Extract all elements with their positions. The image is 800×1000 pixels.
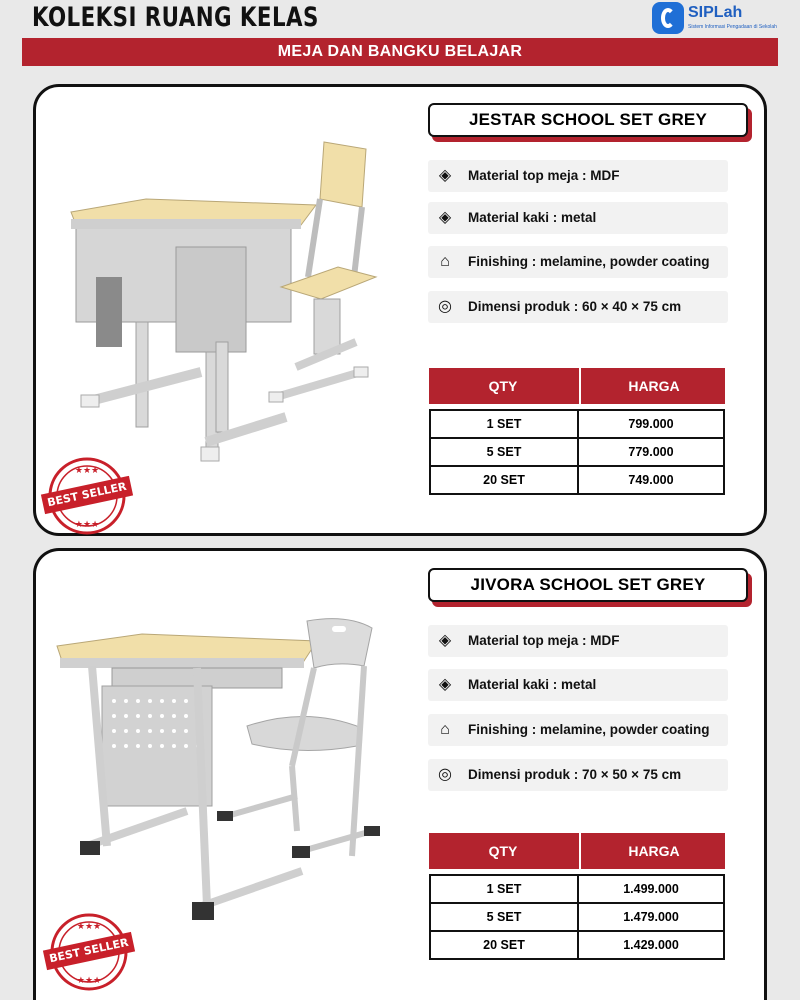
house-paint-icon: ⌂ (440, 721, 450, 738)
svg-text:★★★: ★★★ (74, 519, 100, 529)
price-cell: 1.499.000 (623, 882, 679, 896)
qty-cell: 20 SET (431, 932, 579, 958)
layers-icon: ◈ (438, 209, 452, 226)
feature-row (428, 625, 728, 657)
layers-icon: ◈ (438, 632, 452, 649)
best-seller-badge (50, 913, 128, 991)
svg-text:★★★: ★★★ (76, 975, 102, 985)
price-table-header (429, 833, 725, 869)
product-name-jestar: JESTAR SCHOOL SET GREY (428, 103, 748, 137)
best-seller-label: BEST SELLER (43, 932, 135, 970)
price-header: HARGA (579, 368, 727, 404)
feature-text: Material kaki : metal (468, 210, 597, 225)
logo-text: SIPLah (688, 4, 743, 21)
table-row (431, 439, 723, 467)
feature-text: Finishing : melamine, powder coating (468, 254, 710, 269)
qty-header: QTY (488, 843, 518, 859)
qty-cell: 5 SET (431, 439, 579, 465)
feature-text: Material kaki : metal (468, 677, 597, 692)
table-row (431, 876, 723, 904)
price-cell: 779.000 (628, 445, 674, 459)
price-cell: 749.000 (628, 473, 674, 487)
product-name-jivora: JIVORA SCHOOL SET GREY (428, 568, 748, 602)
feature-text: Material top meja : MDF (468, 633, 620, 648)
feature-row (428, 714, 728, 746)
qty-header: QTY (488, 378, 518, 394)
price-cell: 1.479.000 (623, 910, 679, 924)
table-row (431, 932, 723, 958)
siplah-logo (652, 2, 782, 36)
logo-subtext: Sistem Informasi Pengadaan di Sekolah (688, 24, 777, 30)
tape-measure-icon: ◎ (438, 766, 452, 783)
desk-chair-illustration-jestar (56, 137, 396, 477)
layers-icon: ◈ (438, 167, 452, 184)
feature-row (428, 759, 728, 791)
best-seller-label: BEST SELLER (41, 476, 133, 514)
feature-text: Finishing : melamine, powder coating (468, 722, 710, 737)
feature-text: Dimensi produk : 70 × 50 × 75 cm (468, 767, 682, 782)
svg-text:★★★: ★★★ (76, 921, 102, 931)
siplah-logo-icon (652, 2, 684, 34)
price-header: HARGA (579, 833, 727, 869)
price-cell: 799.000 (628, 417, 674, 431)
feature-row (428, 160, 728, 192)
table-row (431, 467, 723, 493)
price-table (429, 409, 725, 495)
house-paint-icon: ⌂ (440, 253, 450, 270)
desk-chair-illustration-jivora (52, 606, 402, 936)
product-card-jestar (33, 84, 767, 536)
feature-row (428, 246, 728, 278)
table-row (431, 904, 723, 932)
qty-cell: 1 SET (431, 411, 579, 437)
price-table (429, 874, 725, 960)
feature-row (428, 669, 728, 701)
svg-text:★★★: ★★★ (74, 465, 100, 475)
subtitle-bar: MEJA DAN BANGKU BELAJAR (22, 38, 778, 66)
qty-cell: 1 SET (431, 876, 579, 902)
layers-icon: ◈ (438, 676, 452, 693)
qty-cell: 20 SET (431, 467, 579, 493)
feature-text: Material top meja : MDF (468, 168, 620, 183)
best-seller-badge (48, 457, 126, 535)
feature-row (428, 202, 728, 234)
qty-cell: 5 SET (431, 904, 579, 930)
feature-row (428, 291, 728, 323)
page-title: KOLEKSI RUANG KELAS (32, 2, 319, 33)
price-table-header (429, 368, 725, 404)
price-cell: 1.429.000 (623, 938, 679, 952)
product-card-jivora (33, 548, 767, 1000)
tape-measure-icon: ◎ (438, 298, 452, 315)
feature-text: Dimensi produk : 60 × 40 × 75 cm (468, 299, 682, 314)
table-row (431, 411, 723, 439)
